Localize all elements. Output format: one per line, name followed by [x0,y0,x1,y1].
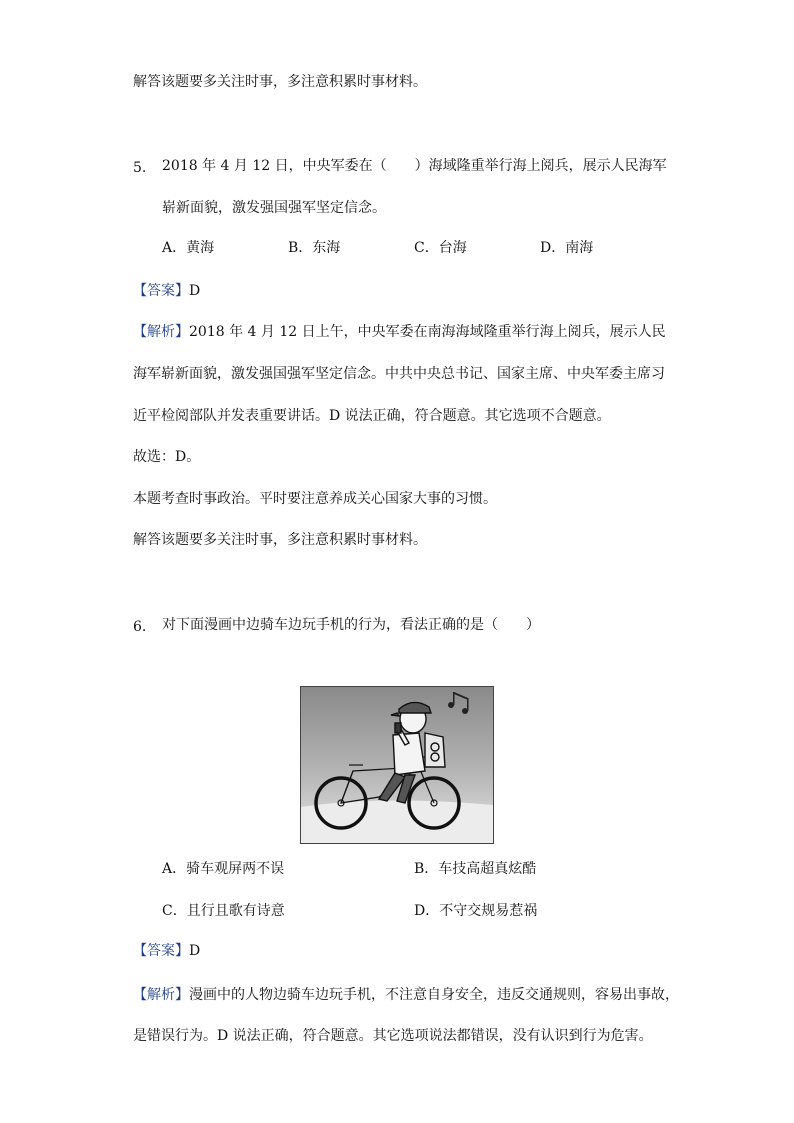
q5-analysis-line3: 近平检阅部队并发表重要讲话。D 说法正确，符合题意。其它选项不合题意。 [133,408,611,424]
q5-option-c: C．台海 [414,240,467,256]
q5-analysis-line2: 海军崭新面貌，激发强国强军坚定信念。中共中央总书记、国家主席、中央军委主席习 [133,366,665,382]
q6-analysis-line1 [133,985,679,1005]
q6-analysis-line2: 是错误行为。D 说法正确，符合题意。其它选项说法都错误，没有认识到行为危害。 [133,1028,653,1044]
q5-option-a: A．黄海 [162,240,215,256]
q5-choose: 故选：D。 [133,449,201,465]
q5-option-b: B．东海 [288,240,341,256]
q5-answer-tag: 【答案】 [133,283,189,299]
q5-number: 5. [133,160,147,176]
q6-analysis-tag: 【解析】 [133,987,189,1003]
q5-answer [133,281,200,301]
q6-option-c: C．且行且歌有诗意 [162,903,285,919]
q6-number: 6. [133,619,147,635]
q5-stem-line2: 崭新面貌，激发强国强军坚定信念。 [162,200,386,216]
cyclist-cartoon-illustration [301,687,493,843]
q5-stem-line1: 2018 年 4 月 12 日，中央军委在（ ）海域隆重举行海上阅兵，展示人民海军 [162,158,667,174]
q6-option-a: A．骑车观屏两不误 [162,861,285,877]
q6-answer-value: D [189,943,201,959]
q5-answer-value: D [189,283,201,299]
q6-option-d: D．不守交规易惹祸 [414,903,538,919]
q5-note2: 解答该题要多关注时事，多注意积累时事材料。 [133,532,427,548]
q5-note1: 本题考查时事政治。平时要注意养成关心国家大事的习惯。 [133,491,497,507]
q6-answer-tag: 【答案】 [133,943,189,959]
cyclist-cartoon-image [300,686,494,844]
q5-analysis-tag: 【解析】 [133,324,189,340]
top-note: 解答该题要多关注时事，多注意积累时事材料。 [133,74,427,90]
q6-option-b: B．车技高超真炫酷 [414,861,537,877]
q6-answer [133,941,200,961]
q5-analysis-line1 [133,322,666,342]
q5-option-d: D．南海 [540,240,594,256]
q6-analysis-text: 漫画中的人物边骑车边玩手机，不注意自身安全，违反交通规则，容易出事故， [189,987,679,1003]
q5-analysis-text: 2018 年 4 月 12 日上午，中央军委在南海海域隆重举行海上阅兵，展示人民 [189,324,666,340]
q6-stem: 对下面漫画中边骑车边玩手机的行为，看法正确的是（ ） [162,617,540,633]
